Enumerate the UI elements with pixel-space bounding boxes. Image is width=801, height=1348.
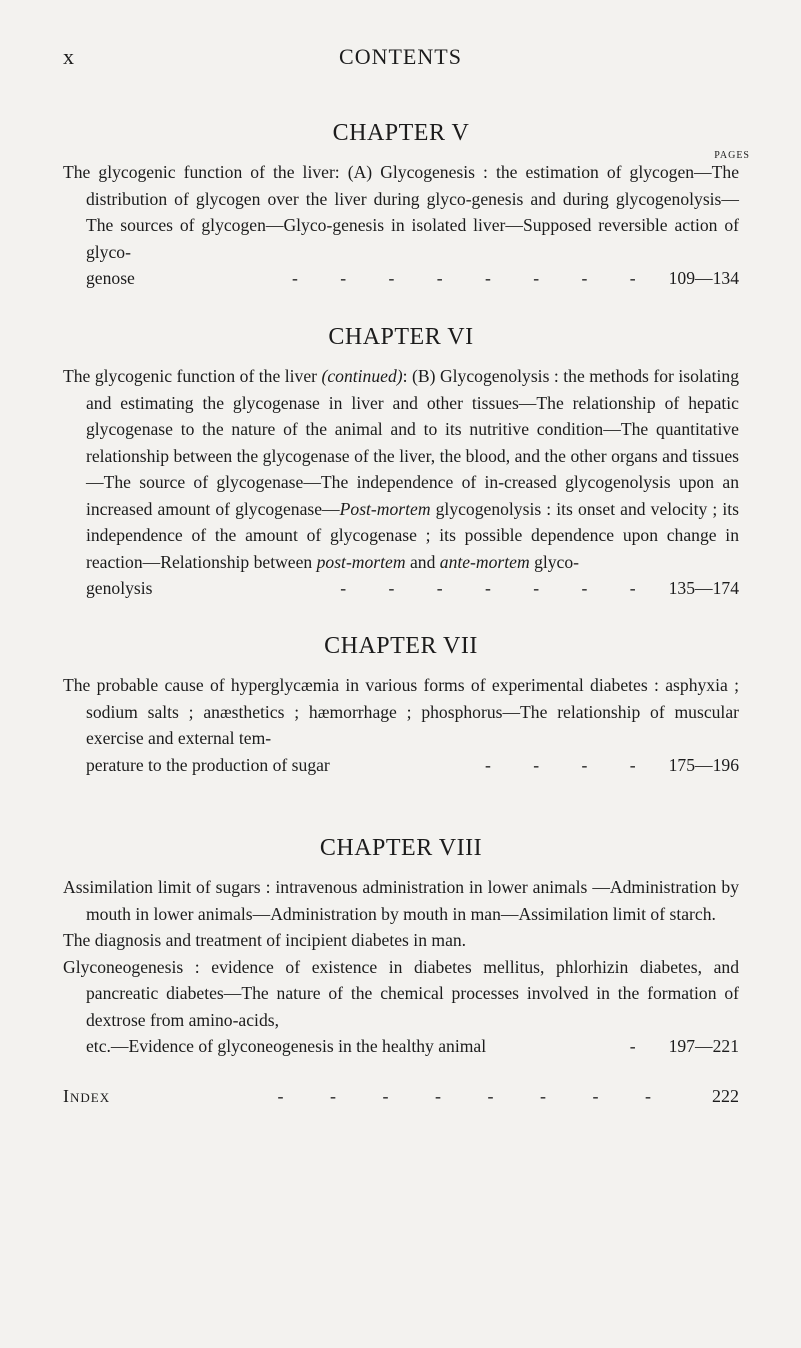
page-range-line <box>63 752 739 779</box>
running-title: CONTENTS <box>339 44 462 69</box>
page-range-line <box>63 1033 739 1060</box>
page-range-line <box>63 575 739 602</box>
chapter-summary-part: Glyconeogenesis : evidence of existence in diabetes mellitus, phlorhizin diabetes, and pancreatic diabetes—The nature of the chemical processes involved in the formation of dextrose from amino-acids, <box>63 956 739 1030</box>
chapter-heading: CHAPTER VIII <box>319 835 483 861</box>
pages-column-label: PAGES <box>714 150 750 161</box>
dot-leader: - - - - - - - - <box>291 268 655 288</box>
chapter-summary-part: The diagnosis and treatment of incipient diabetes in man. <box>63 930 467 950</box>
chapter-heading: CHAPTER VII <box>324 633 478 659</box>
page-range: 175—196 <box>668 754 739 775</box>
dot-leader: - - - - <box>484 754 655 775</box>
chapter-summary: The probable cause of hyperglycæmia in various forms of experimental diabetes : asphyxia ; sodium salts ; anæsthetics ; hæmorrhage ; phosphorus—The relationship of muscular exercise and external tem- <box>63 675 739 748</box>
summary-last-line: genolysis <box>86 578 153 598</box>
chapter-5 <box>63 120 750 292</box>
index-label: Index <box>63 1086 111 1106</box>
dot-leader: - - - - - - - <box>340 578 655 598</box>
chapter-summary-part: Assimilation limit of sugars : intravenous administration in lower animals —Administration by mouth in lower animals—Administration by mouth in man—Assimilation limit of starch. <box>63 877 739 924</box>
dot-leader: - <box>629 1036 655 1056</box>
index-entry <box>63 1086 739 1107</box>
chapter-summary: The glycogenic function of the liver (continued): (B) Glycogenolysis : the methods for isolating and estimating the glycogenase in liver and other tissues—The relationship of hepatic glycogenase to the nature of the animal and to its nutritive condition—The quantitative relationship between the glycogenase of the liver, the blood, and the other organs and tissues—The source of glycogenase—The independence of in-creased glycogenolysis upon an increased amount of glycogenase—Post-mortem glycogenolysis : its onset and velocity ; its independence of the amount of glycogenase ; its possible dependence upon change in reaction—Relationship between post-mortem and ante-mortem glyco- <box>63 366 739 572</box>
chapter-entry <box>63 672 739 778</box>
page-number: x <box>63 44 75 69</box>
chapter-8 <box>63 835 739 1060</box>
chapter-entry <box>63 874 739 1060</box>
page-range: 135—174 <box>668 578 739 598</box>
dot-leader: - - - - - - - - <box>277 1086 672 1106</box>
page-range-line <box>63 265 739 292</box>
chapter-6 <box>63 324 739 602</box>
chapter-entry <box>63 363 739 602</box>
chapter-summary: The glycogenic function of the liver: (A) Glycogenesis : the estimation of glycogen—The distribution of glycogen over the liver during glyco-genesis and during glycogenolysis—The sources of glycogen—Glyco-genesis in isolated liver—Supposed reversible action of glyco- <box>63 162 739 262</box>
index-page: 222 <box>712 1086 739 1106</box>
page-range: 197—221 <box>668 1036 739 1056</box>
summary-last-line: genose <box>86 268 135 288</box>
chapter-entry <box>63 159 739 292</box>
page-range: 109—134 <box>668 268 739 288</box>
chapter-heading: CHAPTER VI <box>328 324 474 350</box>
summary-last-line: etc.—Evidence of glyconeogenesis in the healthy animal <box>86 1036 487 1056</box>
running-head <box>0 44 801 74</box>
chapter-heading: CHAPTER V <box>332 120 470 146</box>
summary-last-line: perature to the production of sugar <box>86 754 330 775</box>
chapter-7 <box>63 633 739 778</box>
